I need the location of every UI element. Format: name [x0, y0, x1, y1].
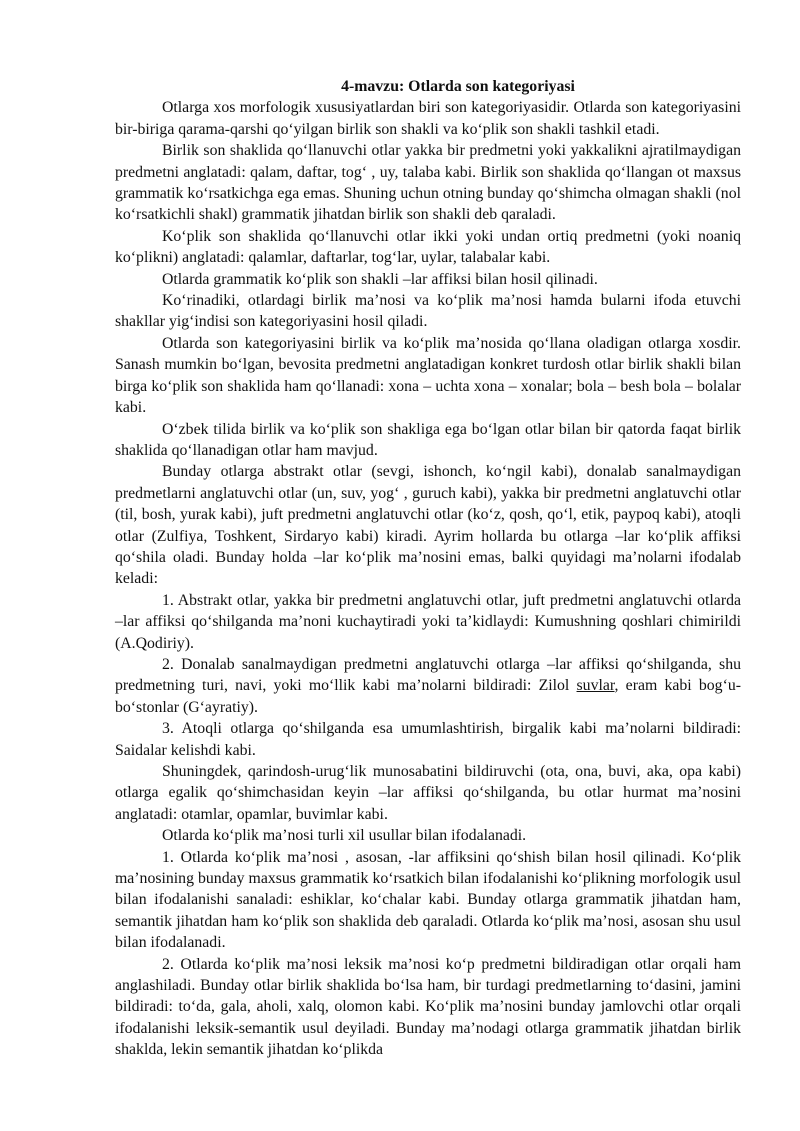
paragraph: 1. Abstrakt otlar, yakka bir predmetni anglatuvchi otlar, juft predmetni anglatuvchi otlarda –lar affiksi qo‘shilganda ma’noni kuchaytiradi yoki ta’kidlaydi: Kumushning qoshlari chimirildi (A.Qodiriy). — [115, 591, 741, 652]
paragraph: Otlarga xos morfologik xususiyatlardan biri son kategoriyasidir. Otlarda son kategoriyasini bir-biriga qarama-qarshi qo‘yilgan birlik son shakli va ko‘plik son shakli tashkil etadi. — [115, 99, 741, 138]
paragraph: Ko‘rinadiki, otlardagi birlik ma’nosi va ko‘plik ma’nosi hamda bularni ifoda etuvchi shakllar yig‘indisi son kategoriyasini hosil qiladi. — [115, 292, 741, 331]
paragraph: Otlarda ko‘plik ma’nosi turli xil usullar bilan ifodalanadi. — [162, 827, 527, 845]
paragraph: 3. Atoqli otlarga qo‘shilganda esa umumlashtirish, birgalik kabi ma’nolarni bildiradi: Saidalar kelishdi kabi. — [115, 720, 741, 759]
document-page — [115, 76, 741, 1061]
paragraph: 2. Otlarda ko‘plik ma’nosi leksik ma’nosi ko‘p predmetni bildiradigan otlar orqali ham anglashiladi. Bunday otlar birlik shaklida bo‘lsa ham, bir turdagi predmetlarning to‘dasini, jamini bildiradi: to‘da, gala, aholi, xalq, olomon kabi. Ko‘plik ma’nosini bunday jamlovchi otlar orqali ifodalanishi leksik-semantik usul deyiladi. Bunday ma’nodagi otlarga grammatik jihatdan birlik shaklda, lekin semantik jihatdan ko‘plikda — [115, 955, 741, 1059]
paragraph-text: 2. Donalab sanalmaydigan predmetni anglatuvchi otlarga –lar affiksi qo‘shilganda, shu predmetning turi, navi, yoki mo‘llik kabi ma’nolarni bildiradi: Zilol — [115, 655, 741, 695]
paragraph: Ko‘plik son shaklida qo‘llanuvchi otlar ikki yoki undan ortiq predmetni (yoki noaniq ko‘plikni) anglatadi: qalamlar, daftarlar, tog‘lar, uylar, talabalar kabi. — [115, 227, 741, 267]
paragraph: Birlik son shaklida qo‘llanuvchi otlar yakka bir predmetni yoki yakkalikni ajratilmaydigan predmetni anglatadi: qalam, daftar, tog‘ , uy, talaba kabi. Birlik son shaklida qo‘llangan ot maxsus grammatik ko‘rsatkichga ega emas. Shuning uchun otning bunday qo‘shimcha olmagan shakli (nol ko‘rsatkichli shakl) grammatik jihatdan birlik son shakli deb qaraladi. — [115, 142, 741, 224]
paragraph-text: , eram kabi bog‘u-bo‘stonlar (G‘ayratiy). — [115, 677, 741, 716]
paragraph: Bunday otlarga abstrakt otlar (sevgi, ishonch, ko‘ngil kabi), donalab sanalmaydigan predmetlarni anglatuvchi otlar (un, suv, yog‘ , guruch kabi), yakka bir predmetni anglatuvchi otlar (til, bosh, yurak kabi), juft predmetni anglatuvchi otlar (ko‘z, qosh, qo‘l, etik, paypoq kabi), atoqli otlar (Zulfiya, Toshkent, Sirdaryo kabi) kiradi. Ayrim hollarda bu otlarga –lar ko‘plik affiksi qo‘shila oladi. Bunday holda –lar ko‘plik ma’nosini emas, balki quyidagi ma’nolarni ifodalab keladi: — [115, 463, 741, 588]
paragraph: Shuningdek, qarindosh-urug‘lik munosabatini bildiruvchi (ota, ona, buvi, aka, opa kabi) otlarga egalik qo‘shimchasidan keyin –lar affiksi qo‘shilganda, bu otlar hurmat ma’nosini anglatadi: otamlar, opamlar, buvimlar kabi. — [115, 763, 741, 823]
paragraph: O‘zbek tilida birlik va ko‘plik son shakliga ega bo‘lgan otlar bilan bir qatorda faqat birlik shaklida qo‘llanadigan otlar ham mavjud. — [115, 420, 741, 459]
paragraph: 1. Otlarda ko‘plik ma’nosi , asosan, -lar affiksini qo‘shish bilan hosil qilinadi. Ko‘plik ma’nosining bunday maxsus grammatik ko‘rsatkich bilan ifodalanishi ko‘plikning morfologik usul bilan ifodalanishi sanaladi: eshiklar, ko‘chalar kabi. Bunday otlarga grammatik jihatdan ham, semantik jihatdan ham ko‘plik son shaklida deb qaraladi. Otlarda ko‘plik ma’nosi, asosan shu usul bilan ifodalanadi. — [115, 848, 741, 952]
document-title: 4-mavzu: Otlarda son kategoriyasi — [341, 78, 575, 95]
paragraph: Otlarda grammatik ko‘plik son shakli –lar affiksi bilan hosil qilinadi. — [162, 270, 598, 288]
underlined-word: suvlar — [576, 677, 615, 695]
paragraph: Otlarda son kategoriyasini birlik va ko‘plik ma’nosida qo‘llana oladigan otlarga xosdir. Sanash mumkin bo‘lgan, bevosita predmetni anglatadigan konkret turdosh otlar birlik shakli bilan birga ko‘plik son shaklida ham qo‘llanadi: xona – uchta xona – xonalar; bola – besh bola – bolalar kabi. — [115, 334, 741, 417]
paragraph-with-underline — [115, 654, 741, 718]
